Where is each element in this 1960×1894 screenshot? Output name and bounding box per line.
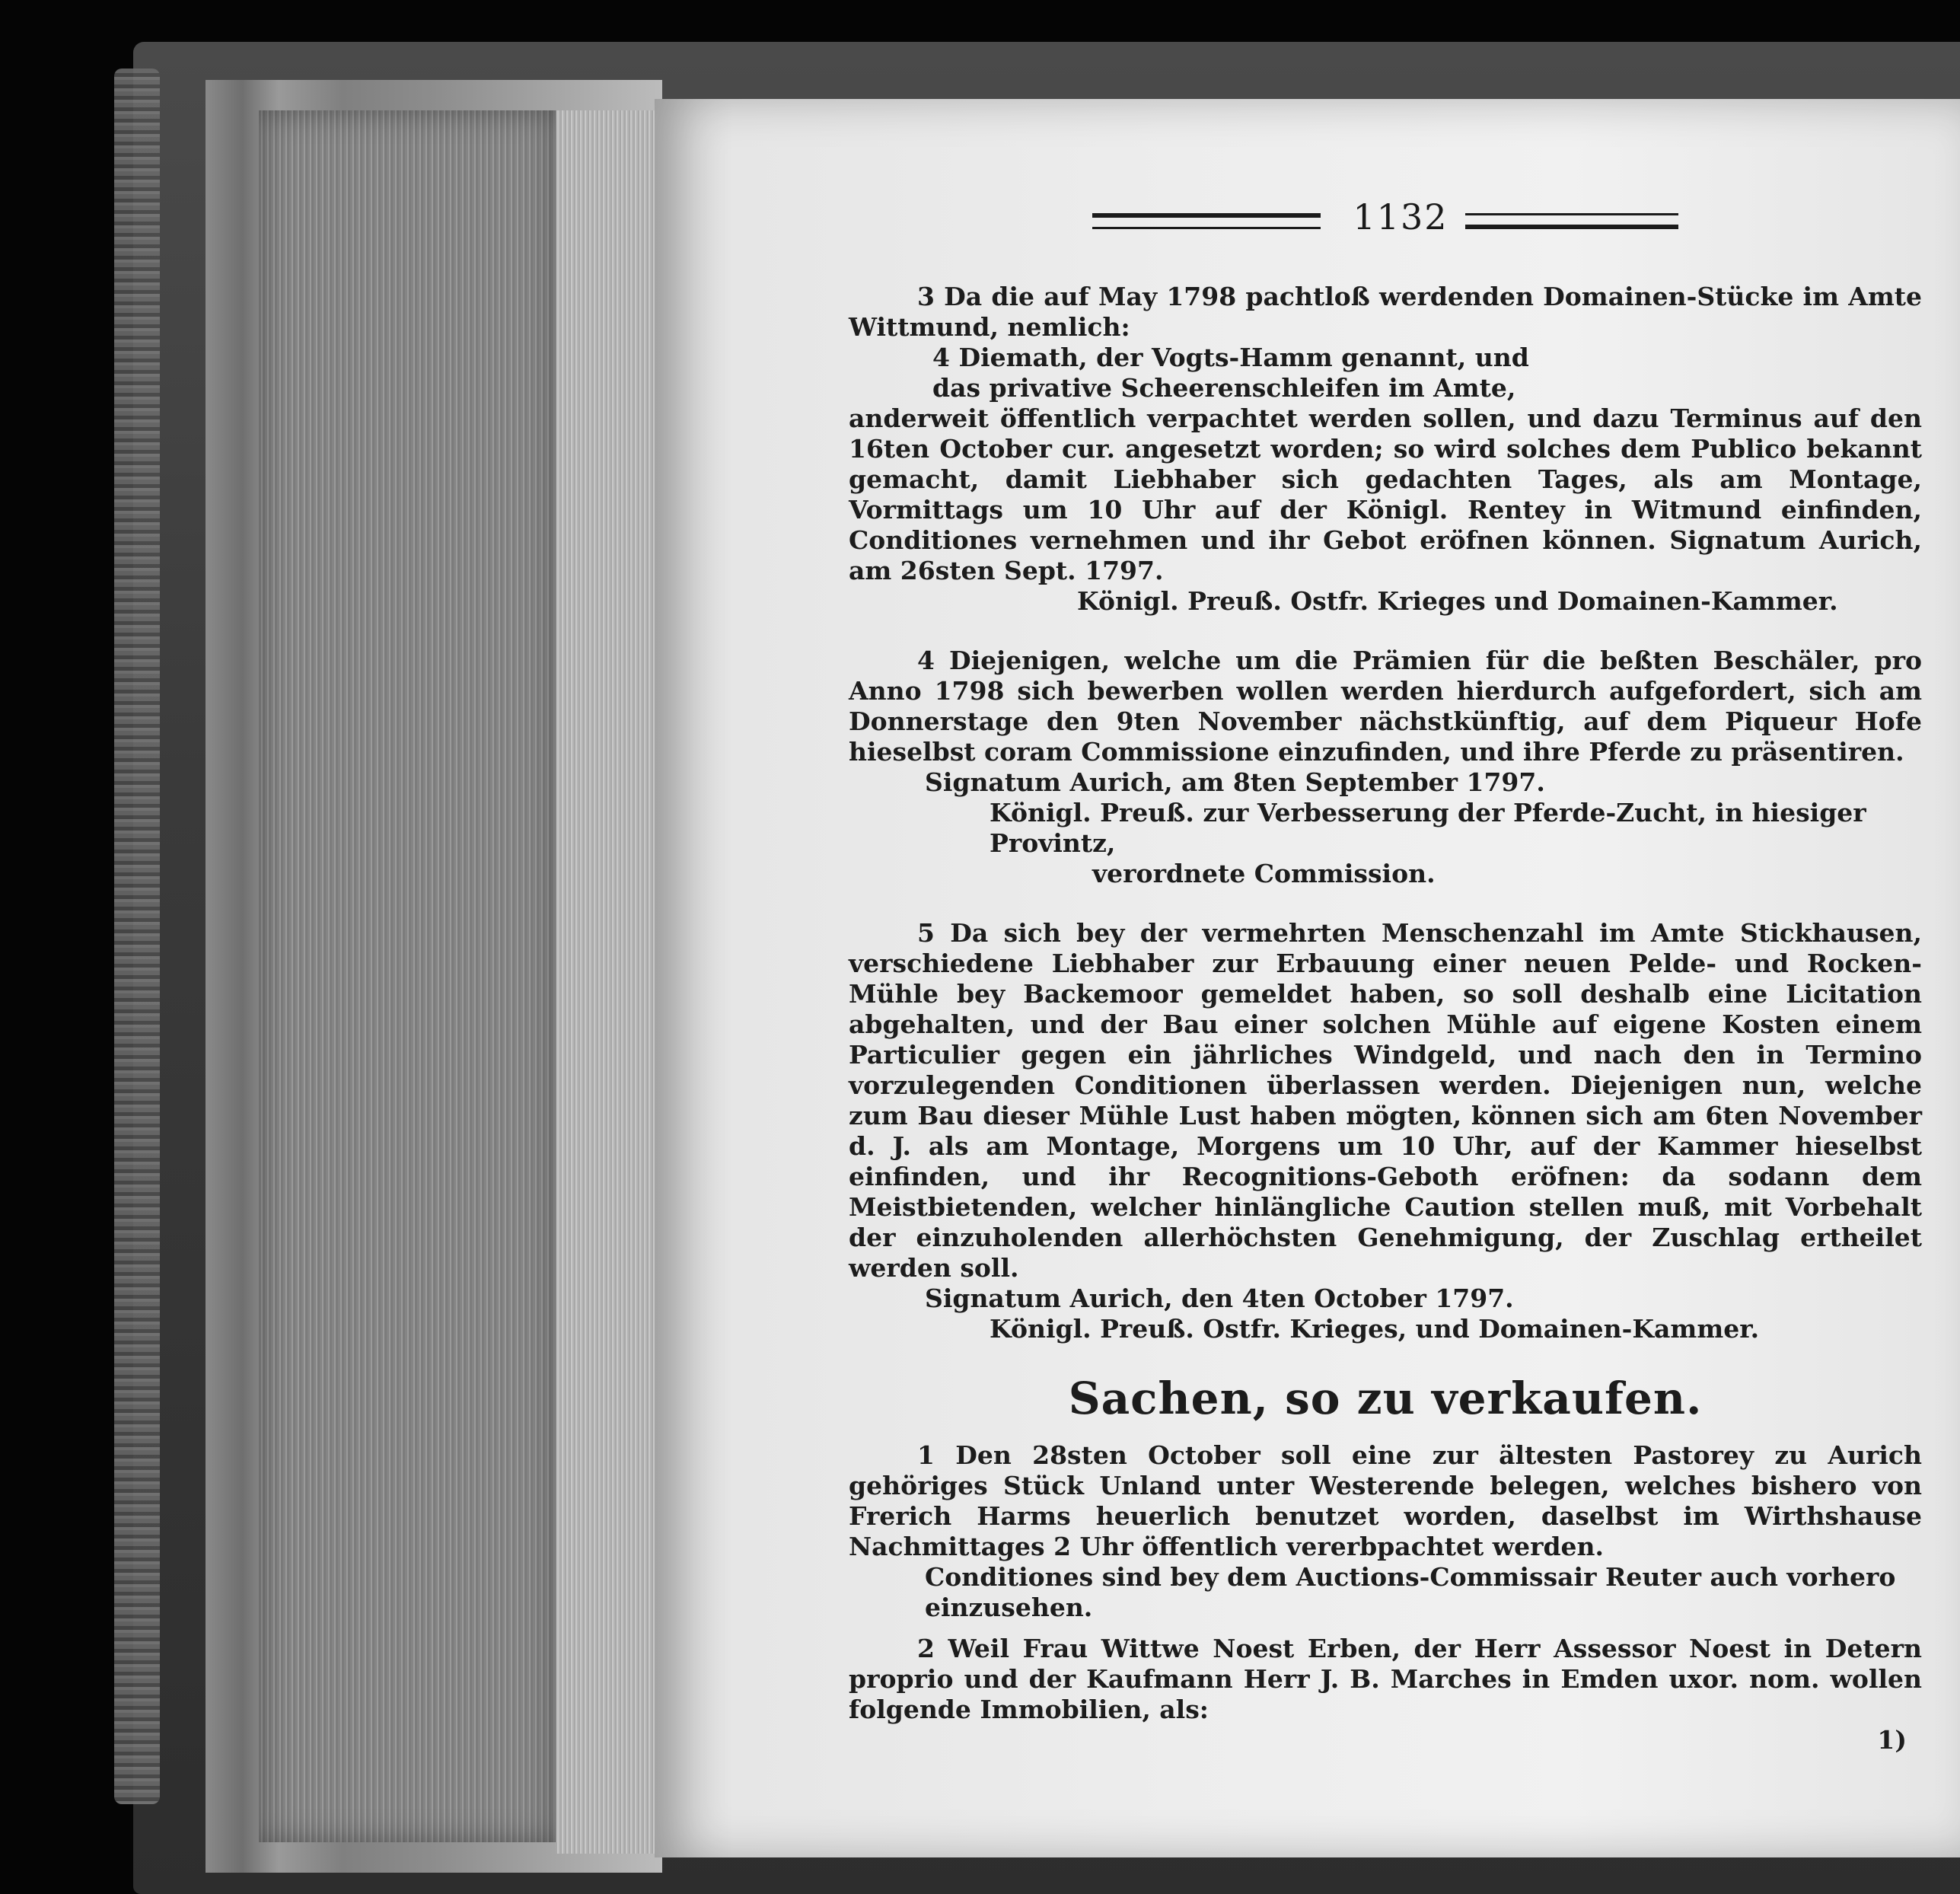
catchword: 1) <box>1877 1725 1907 1755</box>
notice-paragraph: 5 Da sich bey der vermehrten Menschenzahl im Amte Stickhausen, verschiedene Liebhaber zur Erbauung einer neuen Pelde- und Rocken-Mühle bey Backemoor gemeldet haben, so soll deshalb eine Licitation abgehalten, und der Bau einer solchen Mühle auf eigene Kosten einem Particulier gegen ein jährliches Windgeld, und nach den in Termino vorzulegenden Conditionen überlassen werden. Diejenigen nun, welche zum Bau dieser Mühle Lust haben mögten, können sich am 6ten November d. J. als am Montage, Morgens um 10 Uhr, auf der Kammer hieselbst einfinden, und ihr Recognitions-Geboth eröfnen: da sodann dem Meistbietenden, welcher hinlängliche Caution stellen muß, mit Vorbehalt der einzuholenden allerhöchsten Genehmigung, der Zuschlag ertheilet werden soll. <box>849 918 1922 1283</box>
notice-date: Signatum Aurich, den 4ten October 1797. <box>925 1283 1514 1313</box>
notice-5 <box>849 918 1922 1344</box>
notice-4 <box>849 646 1922 889</box>
notice-signature: verordnete Commission. <box>1092 859 1436 888</box>
sale-paragraph: 2 Weil Frau Wittwe Noest Erben, der Herr Assessor Noest in Detern proprio und der Kaufmann Herr J. B. Marches in Emden uxor. nom. wollen folgende Immobilien, als: <box>849 1634 1922 1724</box>
notice-paragraph: 4 Diejenigen, welche um die Prämien für die beßten Beschäler, pro Anno 1798 sich bewerben wollen werden hierdurch aufgefordert, sich am Donnerstage den 9ten November nächstkünftig, auf dem Piqueur Hofe hieselbst coram Commissione einzufinden, und ihre Pferde zu präsentiren. <box>849 646 1922 767</box>
notice-signature: Königl. Preuß. Ostfr. Krieges, und Domainen-Kammer. <box>990 1314 1760 1344</box>
notice-signature: Königl. Preuß. Ostfr. Krieges und Domainen-Kammer. <box>1077 586 1838 616</box>
sale-paragraph: 1 Den 28sten October soll eine zur ältesten Pastorey zu Aurich gehöriges Stück Unland unter Westerende belegen, welches bishero von Frerich Harms heuerlich benutzet worden, daselbst im Wirthshause Nachmittages 2 Uhr öffentlich vererbpachtet werden. <box>849 1440 1922 1561</box>
sale-2 <box>849 1634 1922 1725</box>
section-heading: Sachen, so zu verkaufen. <box>1068 1373 1703 1424</box>
book-spine-edge <box>114 69 160 1804</box>
notice-item: das privative Scheerenschleifen im Amte, <box>932 373 1516 403</box>
page-header <box>1092 196 1678 242</box>
notice-3 <box>849 282 1922 617</box>
sale-1 <box>849 1440 1922 1623</box>
notice-signature: Königl. Preuß. zur Verbesserung der Pferde-Zucht, in hiesiger Provintz, <box>990 798 1866 858</box>
notice-date: Signatum Aurich, am 8ten September 1797. <box>925 767 1545 797</box>
header-rule-left <box>1092 213 1321 229</box>
notice-paragraph: anderweit öffentlich verpachtet werden sollen, und dazu Terminus auf den 16ten October cur. angesetzt worden; so wird solches dem Publico bekannt gemacht, damit Liebhaber sich gedachten Tages, als am Montage, Vormittags um 10 Uhr auf der Königl. Rentey in Witmund einfinden, Conditiones vernehmen und ihr Gebot eröfnen können. Signatum Aurich, am 26sten Sept. 1797. <box>849 403 1922 585</box>
notice-paragraph: 3 Da die auf May 1798 pachtloß werdenden Domainen-Stücke im Amte Wittmund, nemlich: <box>849 282 1922 342</box>
sale-note: Conditiones sind bey dem Auctions-Commissair Reuter auch vorhero einzusehen. <box>925 1562 1896 1622</box>
left-page-stack <box>206 80 662 1873</box>
header-rule-right <box>1465 213 1678 229</box>
page-text <box>849 282 1922 1755</box>
page-number: 1132 <box>1353 196 1448 238</box>
notice-item: 4 Diemath, der Vogts-Hamm genannt, und <box>932 343 1529 372</box>
